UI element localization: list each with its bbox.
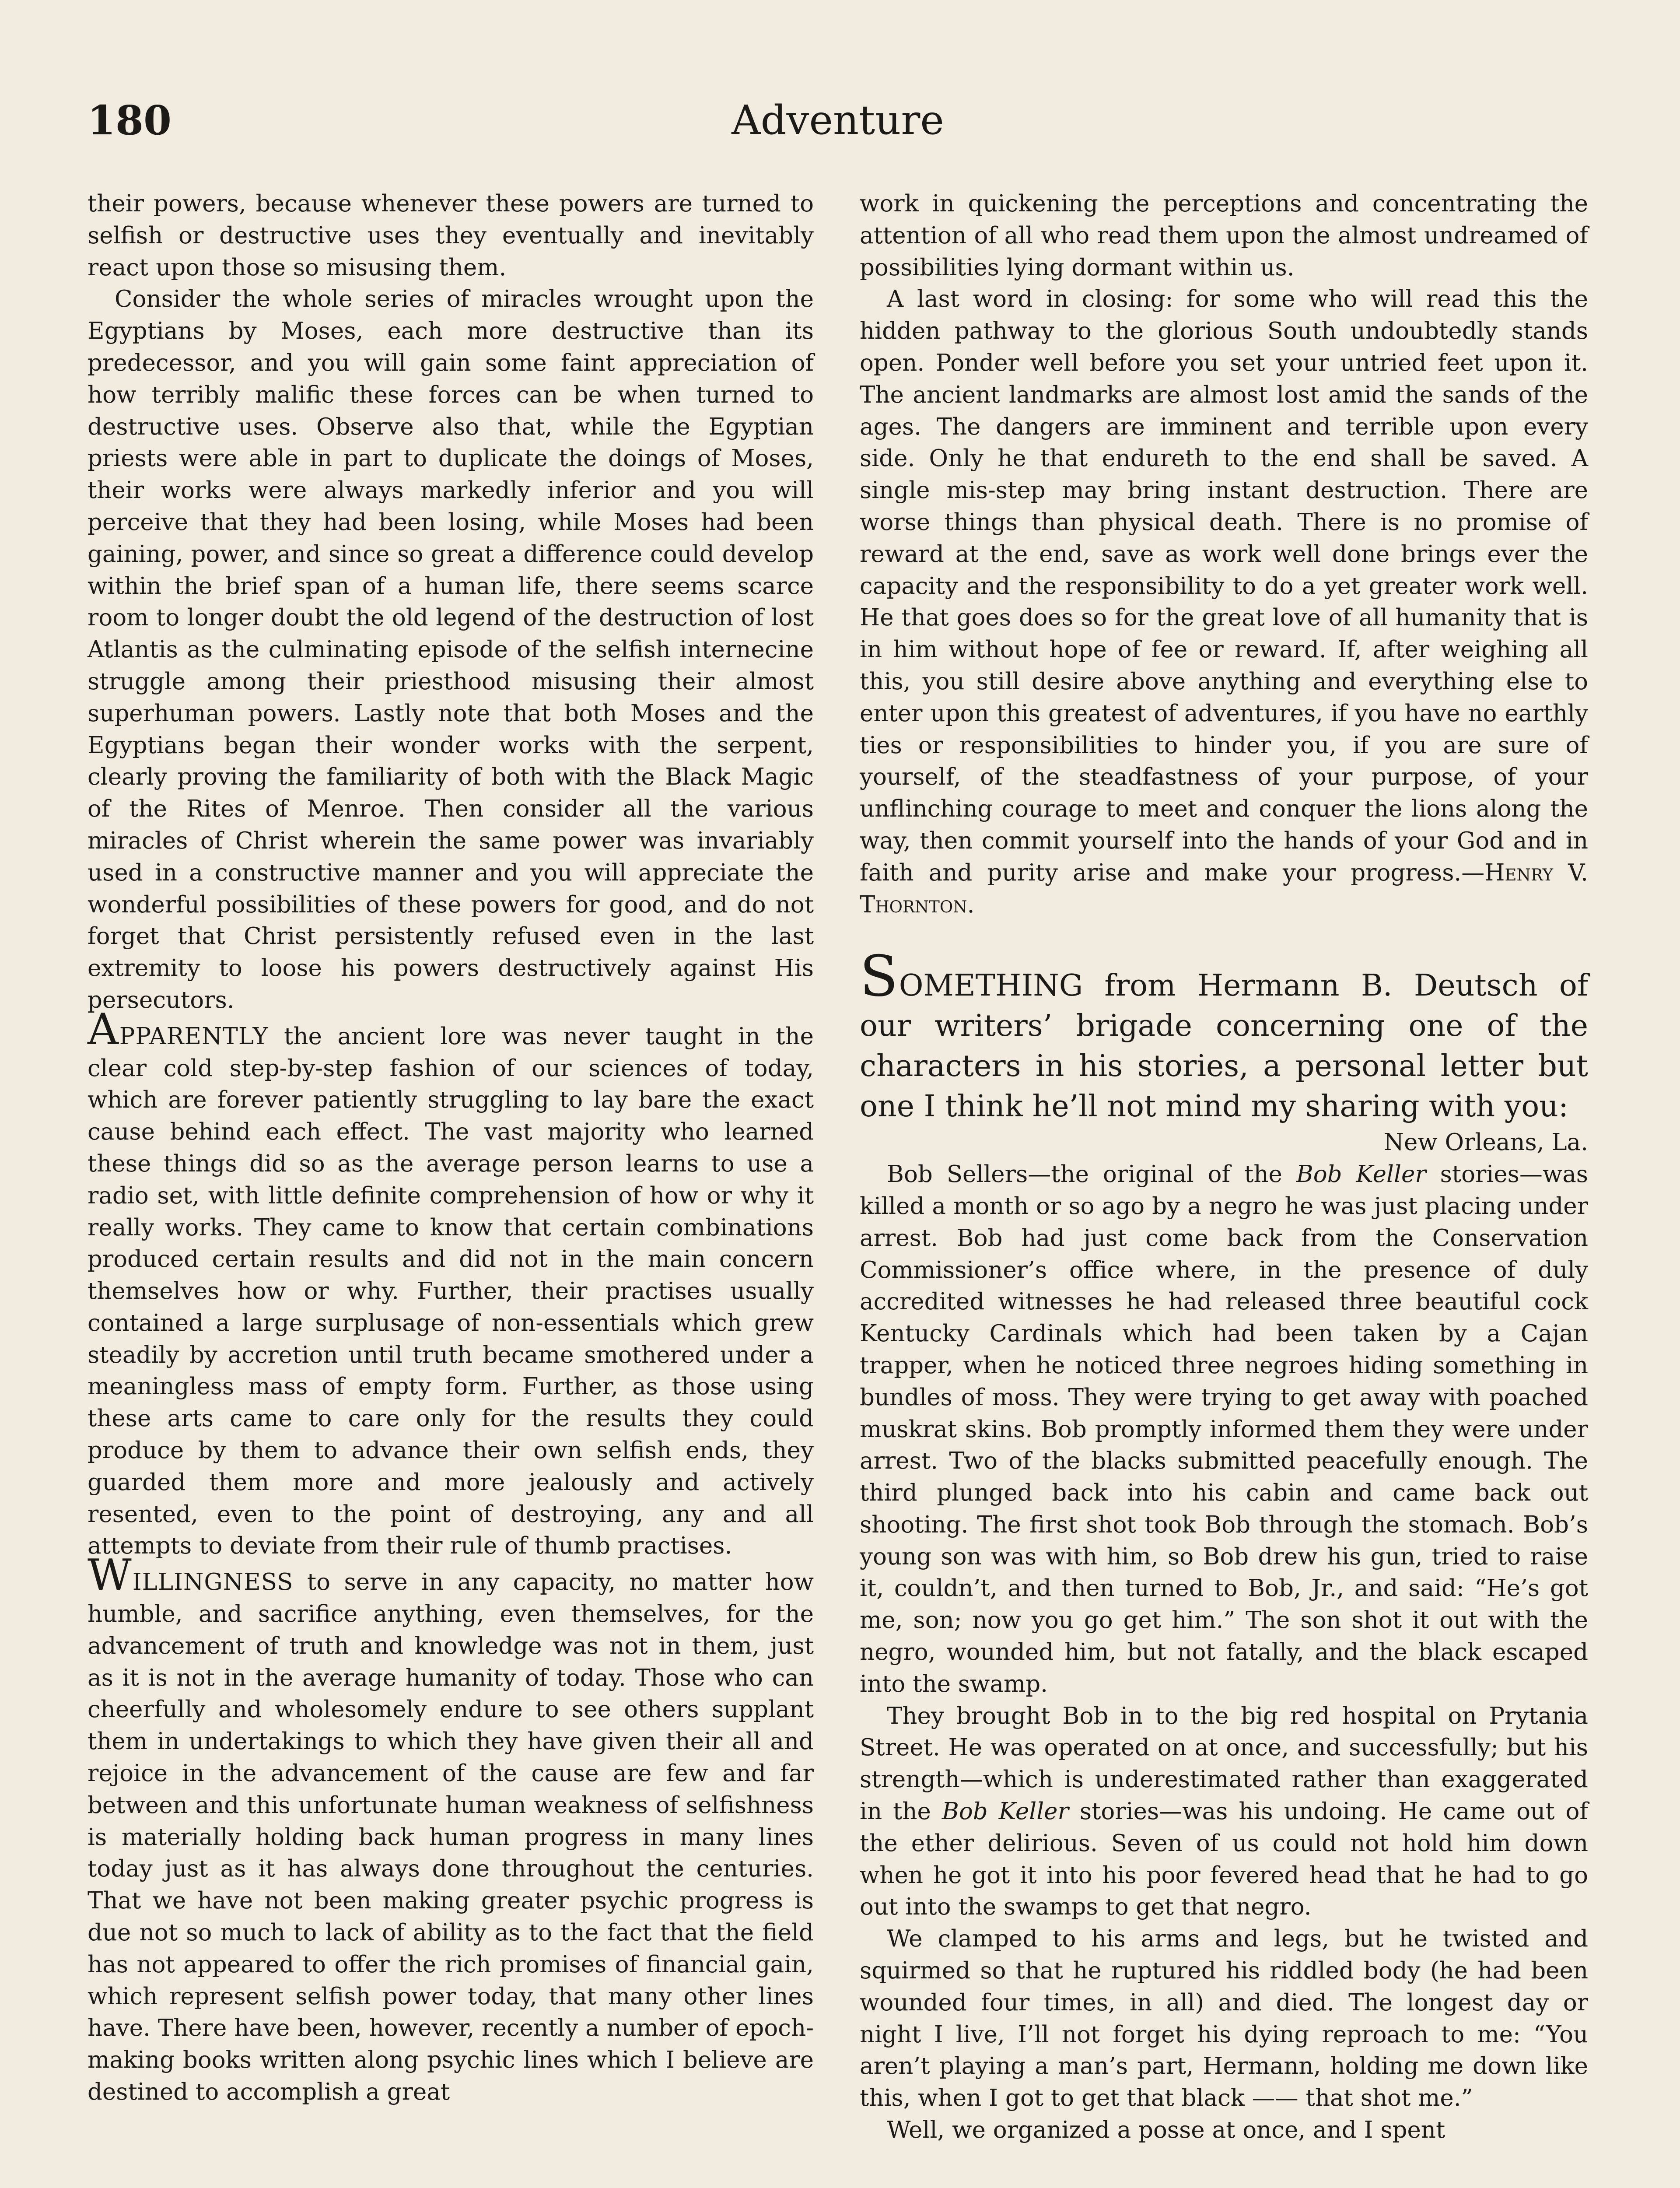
letter-dateline: New Orleans, La. [1383, 1129, 1588, 1156]
paragraph [860, 284, 1588, 921]
lead-word: ILLINGNESS [132, 1569, 294, 1596]
author-signature: —Henry V. Thornton. [860, 859, 1588, 918]
lead-word: OMETHING [899, 968, 1083, 1003]
story-title: Bob Keller [1296, 1161, 1426, 1188]
paragraph: work in quickening the perceptions and concentrating the attention of all who read them upon the almost undreamed of possibilities lying dormant within us. [860, 190, 1588, 281]
letter-paragraph [860, 1701, 1588, 1924]
paragraph-text: from Hermann B. Deutsch of our writers’ brigade concerning one of the characters in his stories, a personal letter but one I think he’ll not mind my sharing with you: [860, 968, 1588, 1124]
left-column [88, 188, 814, 2108]
section-apparently [88, 1004, 814, 1563]
letter-paragraph [860, 1159, 1588, 1701]
paragraph-text: They brought Bob in to the big red hospital on Prytania Street. He was operated on at once, and successfully; but his strength—which is underestimated rather than exaggerated in the [860, 1702, 1588, 1825]
magazine-title: Adventure [732, 97, 944, 144]
paragraph-text: to serve in any capacity, no matter how humble, and sacrifice anything, even themselves, for the advancement of truth and knowledge was not in them, just as it is not in the average humanity of today. Those who can cheerfully and wholesomely endure to see others supplant them in undertakings to which they have given their all and rejoice in the advancement of the cause are few and far between and this unfortunate human weakness of selfishness is materially holding back human progress in many lines today just as it has always done throughout the centuries. That we have not been making greater psychic progress is due not so much to lack of ability as to the fact that the field has not appeared to offer the rich promises of financial gain, which represent selfish power today, that many other lines have. There have been, however, recently a number of epoch-making books written along psychic lines which I believe are destined to accomplish a great [88, 1569, 814, 2106]
letter-intro [860, 944, 1588, 1159]
right-column [860, 188, 1588, 2146]
section-willingness [88, 1550, 814, 2108]
drop-cap: W [88, 1550, 132, 1601]
paragraph-text: stories—was his undoing. He came out of the ether delirious. Seven of us could not hold him down when he got it into his poor fevered head that he had to go out into the swamps to get that negro. [860, 1798, 1589, 1921]
drop-cap: S [860, 944, 898, 1010]
lead-word: PPARENTLY [119, 1023, 269, 1050]
paragraph-text: the ancient lore was never taught in the clear cold step-by-step fashion of our sciences of today, which are forever patiently struggling to lay bare the exact cause behind each effect. The vast majority who learned these things did so as the average person learns to use a radio set, with little definite comprehension of how or why it really works. They came to know that certain combinations produced certain results and did not in the main concern themselves how or why. Further, their practises usually contained a large surplusage of non-essentials which grew steadily by accretion until truth became smothered under a meaningless mass of empty form. Further, as those using these arts came to care only for the results they could produce by them to advance their own selfish ends, they guarded them more and more jealously and actively resented, even to the point of destroying, any and all attempts to deviate from their rule of thumb practises. [88, 1023, 814, 1560]
paragraph-text: stories—was killed a month or so ago by a negro he was just placing under arrest. Bob had just come back from the Conservation Commissioner’s office where, in the presence of duly accredited witnesses he had released three beautiful cock Kentucky Cardinals which had been taken by a Cajan trapper, when he noticed three negroes hiding something in bundles of moss. They were trying to get away with poached muskrat skins. Bob promptly informed them they were under arrest. Two of the blacks submitted peacefully enough. The third plunged back into his cabin and came back out shooting. The first shot took Bob through the stomach. Bob’s young son was with him, so Bob drew his gun, tried to raise it, couldn’t, and then turned to Bob, Jr., and said: “He’s got me, son; now you go get him.” The son shot it out with the negro, wounded him, but not fatally, and the black escaped into the swamp. [860, 1161, 1589, 1697]
story-title: Bob Keller [942, 1798, 1069, 1825]
letter-paragraph: We clamped to his arms and legs, but he twisted and squirmed so that he ruptured his riddled body (he had been wounded four times, in all) and died. The longest day or night I live, I’ll not forget his dying reproach to me: “You aren’t playing a man’s part, Hermann, holding me down like this, when I got to get that black —— that shot me.” [860, 1925, 1588, 2112]
letter-paragraph: Well, we organized a posse at once, and I spent [887, 2117, 1446, 2144]
page-header [88, 94, 1588, 147]
paragraph-text: Bob Sellers—the original of the [887, 1161, 1296, 1188]
drop-cap: A [88, 1004, 119, 1055]
intro-paragraph [860, 944, 1588, 1127]
paragraph: Consider the whole series of miracles wrought upon the Egyptians by Moses, each more destructive than its predecessor, and you will gain some faint appreciation of how terribly malific these forces can be when turned to destructive uses. Observe also that, while the Egyptian priests were able in part to duplicate the doings of Moses, their works were always markedly inferior and you will perceive that they had been losing, while Moses had been gaining, power, and since so great a difference could develop within the brief span of a human life, there seems scarce room to longer doubt the old legend of the destruction of lost Atlantis as the culminating episode of the selfish internecine struggle among their priesthood misusing their almost superhuman powers. Lastly note that both Moses and the Egyptians began their wonder works with the serpent, clearly proving the familiarity of both with the Black Magic of the Rites of Menroe. Then consider all the various miracles of Christ wherein the same power was invariably used in a constructive manner and you will appreciate the wonderful possibilities of these powers for good, and do not forget that Christ persistently refused even in the last extremity to loose his powers destructively against His persecutors. [88, 286, 814, 1013]
paragraph: their powers, because whenever these powers are turned to selfish or destructive uses they eventually and inevitably react upon those so misusing them. [88, 190, 814, 281]
paragraph-text: A last word in closing: for some who will read this the hidden pathway to the glorious South undoubtedly stands open. Ponder well before you set your untried feet upon it. The ancient landmarks are almost lost amid the sands of the ages. The dangers are imminent and terrible upon every side. Only he that endureth to the end shall be saved. A single mis-step may bring instant destruction. There are worse things than physical death. There is no promise of reward at the end, save as work well done brings ever the capacity and the responsibility to do a yet greater work well. He that goes does so for the great love of all humanity that is in him without hope of fee or reward. If, after weighing all this, you still desire above anything and everything else to enter upon this greatest of adventures, if you have no earthly ties or responsibilities to hinder you, if you are sure of yourself, of the steadfastness of your purpose, of your unflinching courage to meet and conquer the lions along the way, then commit yourself into the hands of your God and in faith and purity arise and make your progress. [860, 286, 1588, 886]
page-number: 180 [88, 97, 172, 144]
